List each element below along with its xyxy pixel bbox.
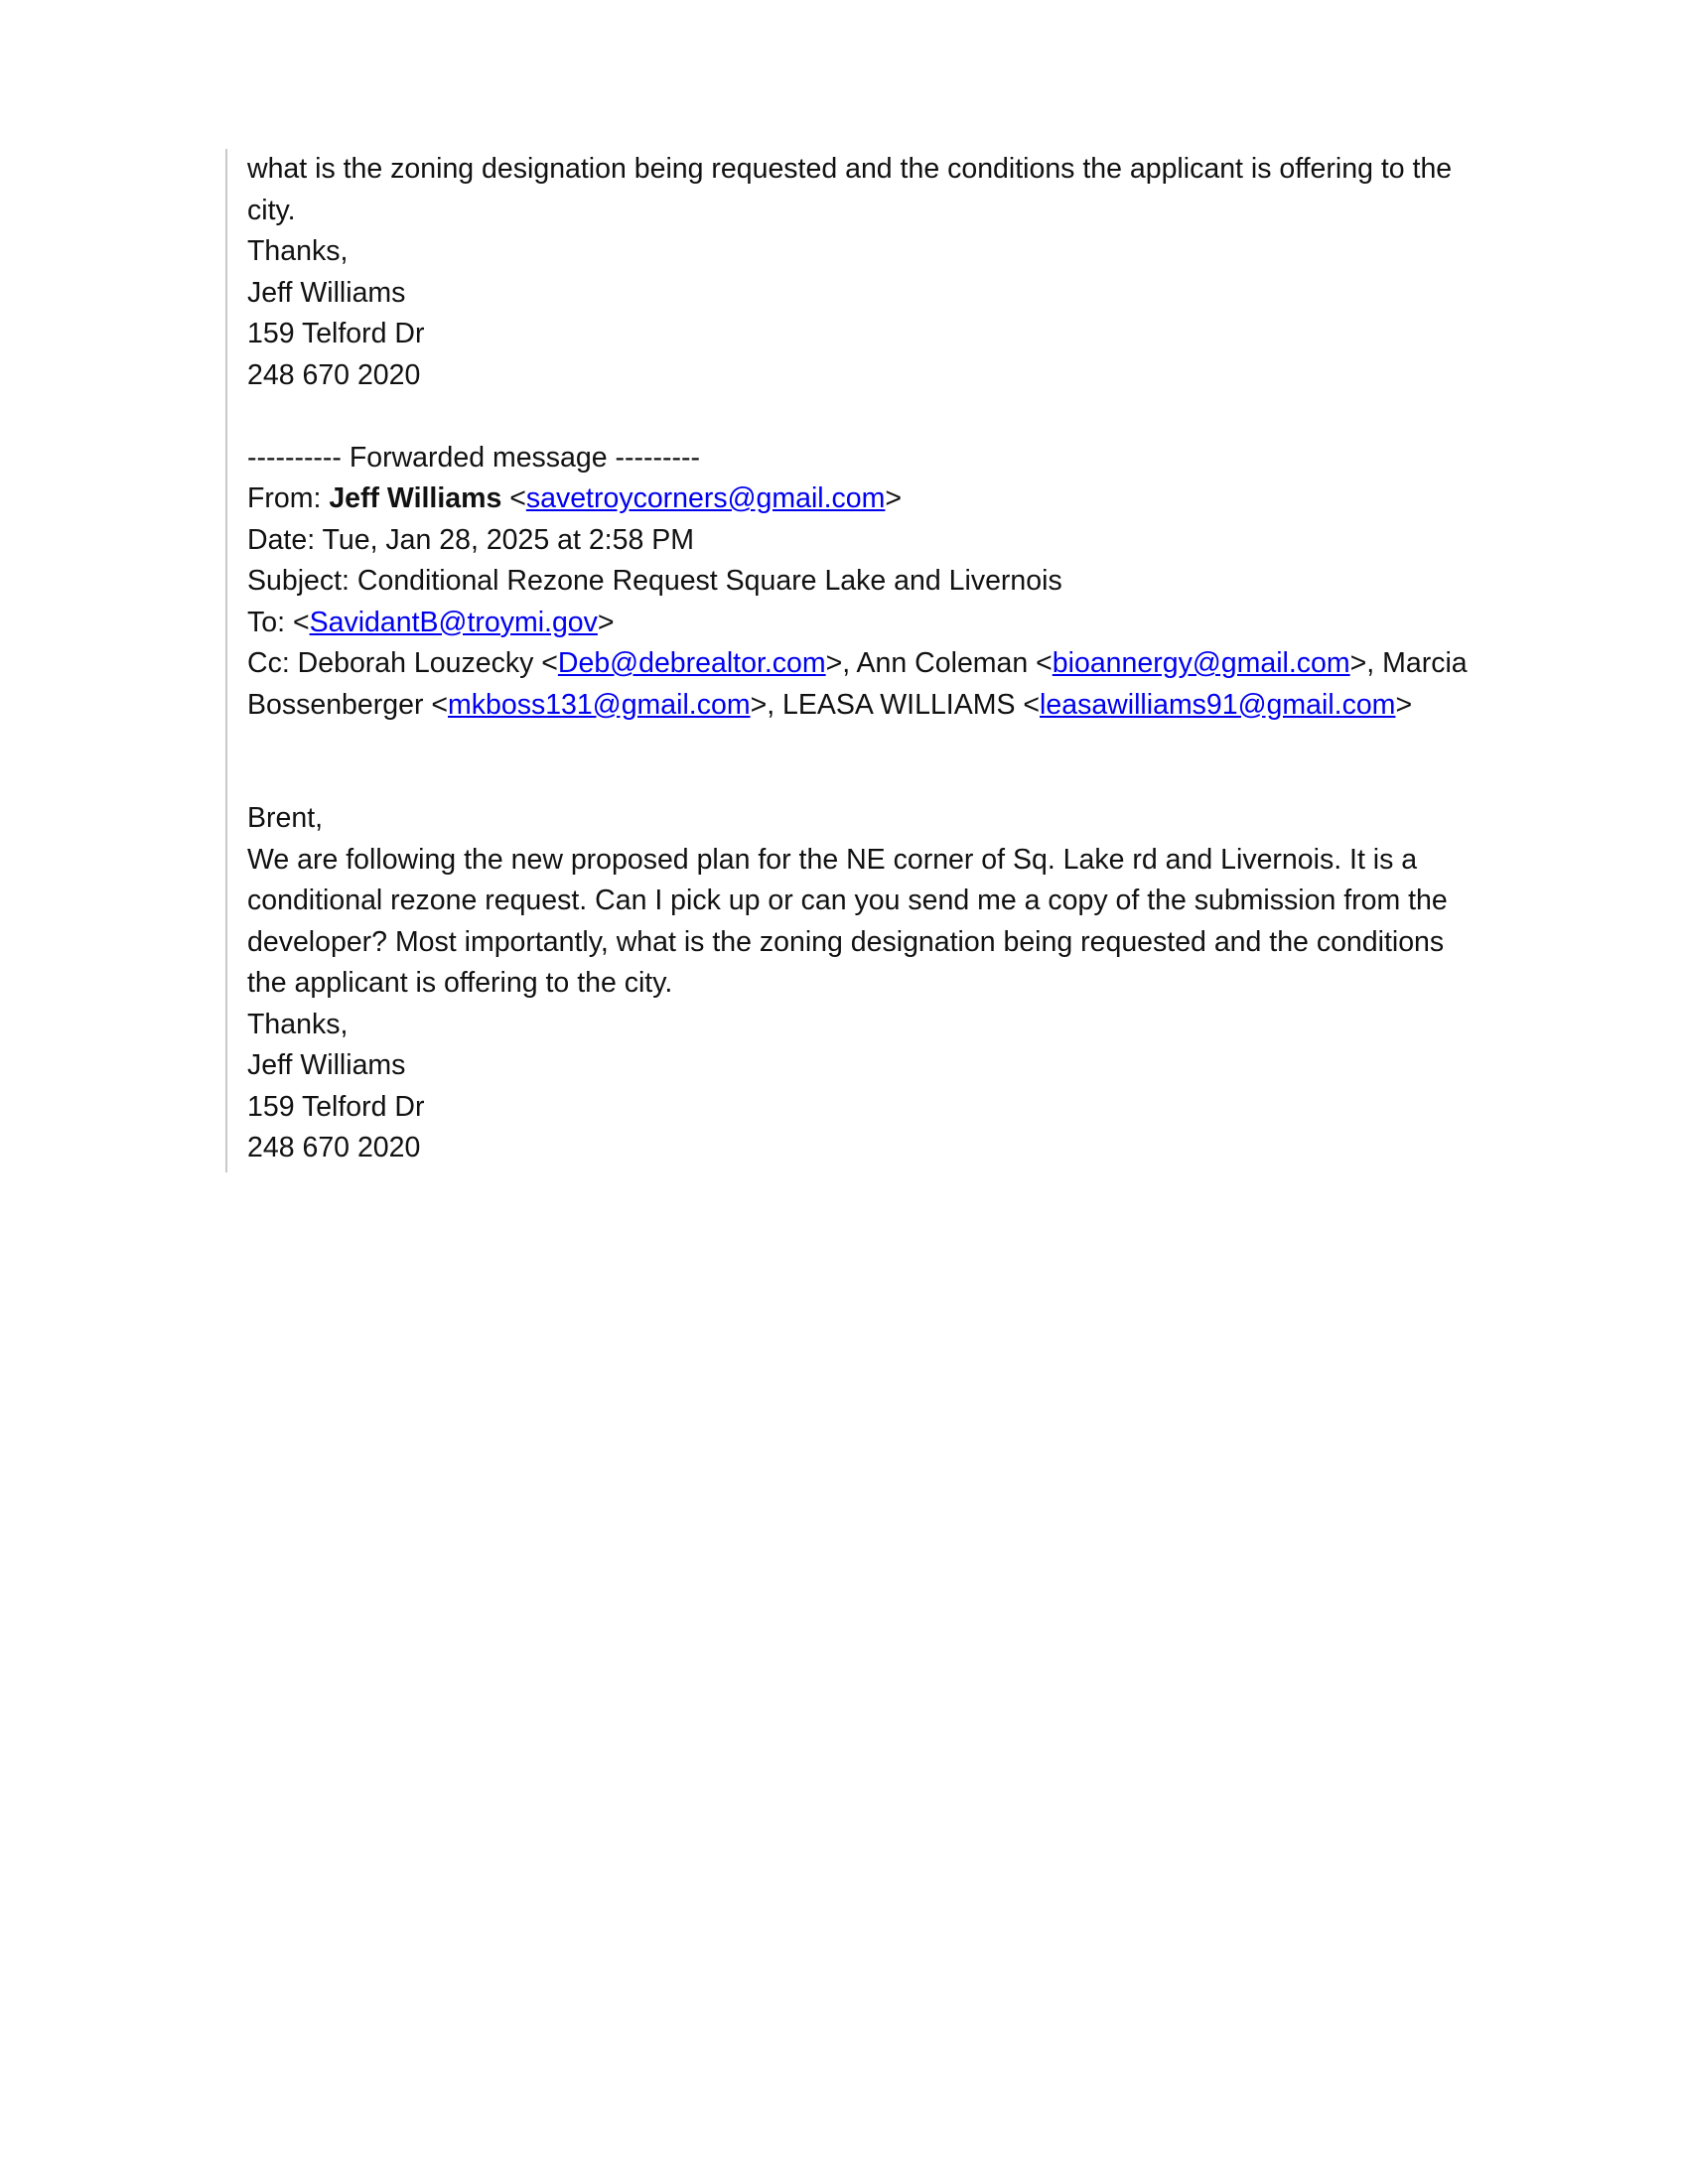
cc-name: Deborah Louzecky: [297, 647, 534, 679]
signature-name: Jeff Williams: [247, 276, 406, 309]
closing-text: Thanks,: [247, 1008, 349, 1040]
from-name: Jeff Williams: [329, 482, 502, 514]
signature-address: 159 Telford Dr: [247, 1090, 425, 1123]
quoted-email-block: [225, 149, 1486, 1172]
cc-name: Marcia: [1382, 647, 1468, 679]
text-line: city.: [247, 194, 296, 226]
spacer: [247, 396, 1486, 438]
body-line: developer? Most importantly, what is the zoning designation being requested and the conditions: [247, 925, 1445, 958]
from-label: From:: [247, 482, 330, 514]
cc-email-link[interactable]: leasawilliams91@gmail.com: [1040, 688, 1396, 721]
closing-text: Thanks,: [247, 235, 349, 267]
cc-name: Ann Coleman: [856, 647, 1029, 679]
forwarded-divider: ---------- Forwarded message ---------: [247, 441, 700, 474]
text-line: what is the zoning designation being requested and the conditions the applicant is offering to the: [247, 153, 1453, 185]
to-label: To:: [247, 606, 293, 638]
body-line: We are following the new proposed plan for the NE corner of Sq. Lake rd and Livernois. It is a: [247, 843, 1418, 876]
cc-email-link[interactable]: Deb@debrealtor.com: [557, 647, 826, 679]
greeting: Brent,: [247, 802, 324, 834]
signature-phone: 248 670 2020: [247, 1132, 421, 1163]
to-email-link[interactable]: SavidantB@troymi.gov: [309, 606, 598, 638]
body-line: the applicant is offering to the city.: [247, 967, 673, 999]
cc-line: Cc: Deborah Louzecky <Deb@debrealtor.com>, Ann Coleman <bioannergy@gmail.com>, Marcia: [247, 647, 1468, 679]
spacer: [247, 726, 1486, 798]
cc-name: LEASA WILLIAMS: [782, 688, 1016, 721]
signature-name: Jeff Williams: [247, 1049, 406, 1081]
cc-label: Cc:: [247, 647, 298, 679]
from-line: From: Jeff Williams <savetroycorners@gmail.com>: [247, 482, 903, 514]
from-email-link[interactable]: savetroycorners@gmail.com: [525, 482, 886, 514]
cc-email-link[interactable]: mkboss131@gmail.com: [448, 688, 751, 721]
body-line: conditional rezone request. Can I pick up or can you send me a copy of the submission from the: [247, 885, 1448, 916]
signature-phone: 248 670 2020: [247, 358, 421, 391]
cc-name: Bossenberger: [247, 688, 424, 721]
cc-line-continued: Bossenberger <mkboss131@gmail.com>, LEASA WILLIAMS <leasawilliams91@gmail.com>: [247, 688, 1413, 721]
signature-address: 159 Telford Dr: [247, 318, 425, 349]
subject-line: Subject: Conditional Rezone Request Square Lake and Livernois: [247, 565, 1062, 597]
to-line: To: <SavidantB@troymi.gov>: [247, 606, 615, 638]
cc-email-link[interactable]: bioannergy@gmail.com: [1052, 647, 1350, 679]
date-line: Date: Tue, Jan 28, 2025 at 2:58 PM: [247, 523, 694, 556]
